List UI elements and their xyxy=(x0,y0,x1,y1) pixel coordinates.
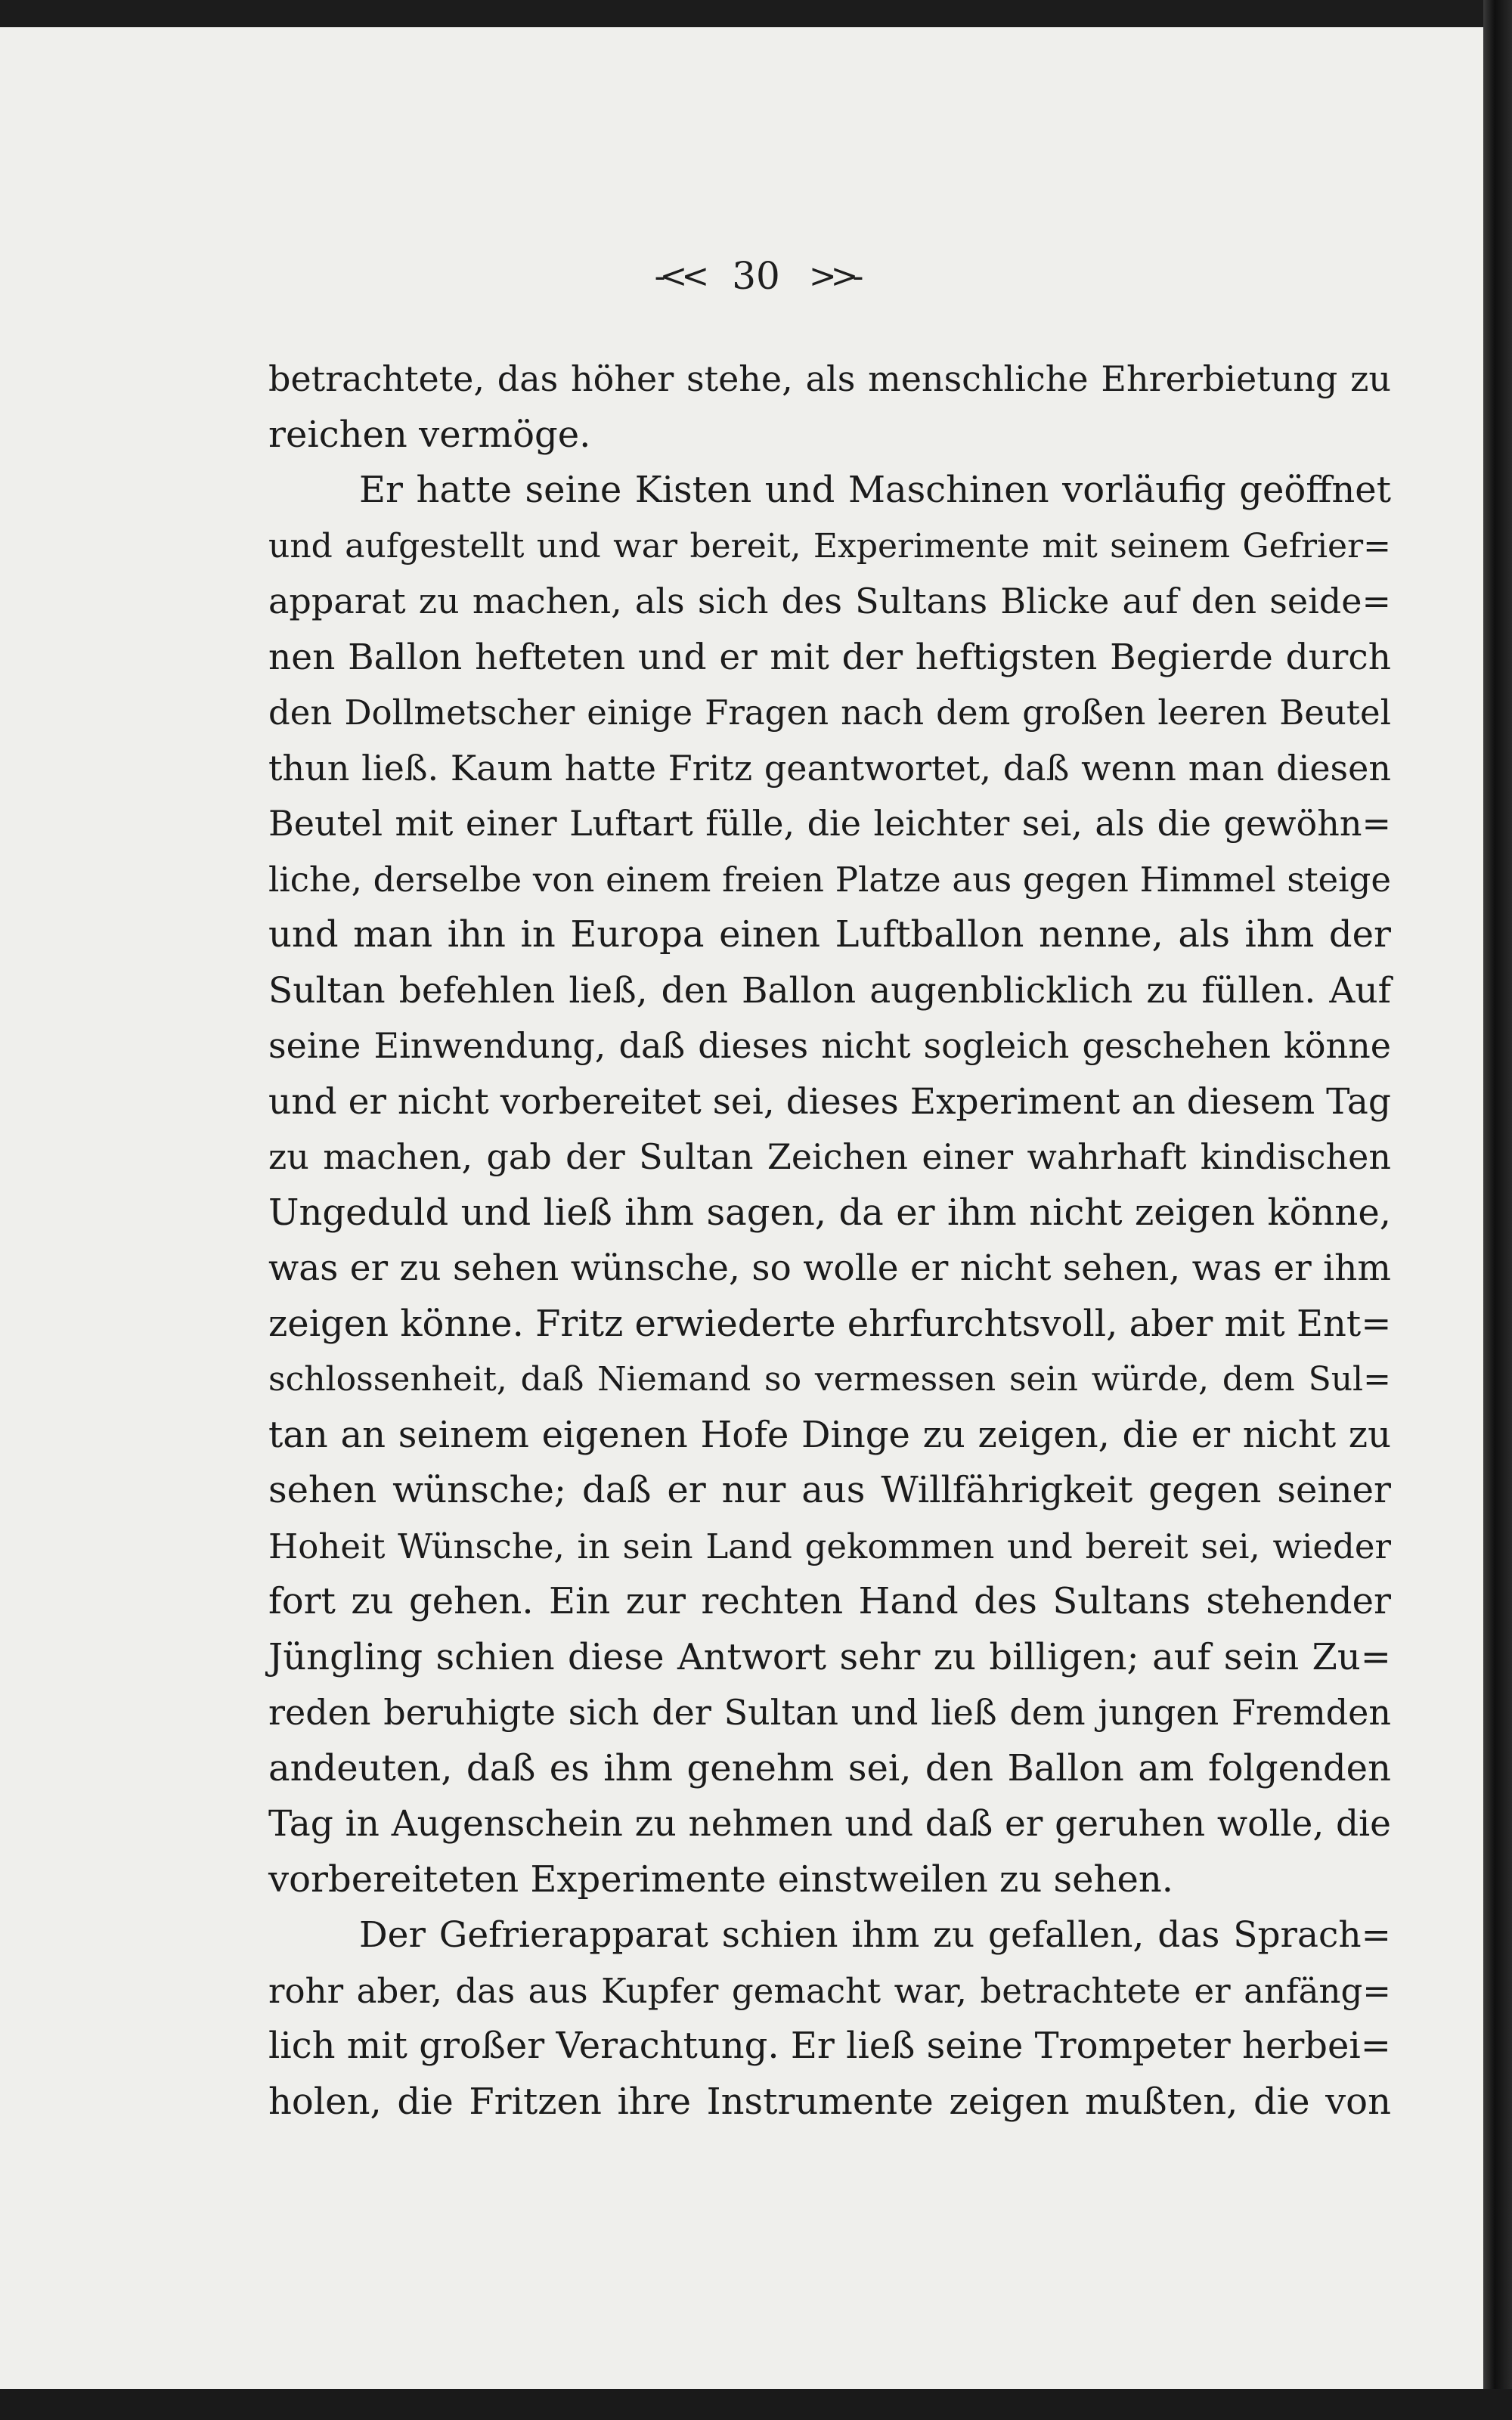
text-line: apparat zu machen, als sich des Sultans Blicke auf den seide= xyxy=(268,581,1391,621)
text-line: holen, die Fritzen ihre Instrumente zeigen mußten, die von xyxy=(268,2080,1391,2123)
text-line: und man ihn in Europa einen Luftballon nenne, als ihm der xyxy=(268,913,1391,956)
text-line: Tag in Augenschein zu nehmen und daß er geruhen wolle, die xyxy=(268,1803,1391,1845)
text-line: Beutel mit einer Luftart fülle, die leichter sei, als die gewöhn= xyxy=(268,803,1391,844)
text-line: schlossenheit, daß Niemand so vermessen sein würde, dem Sul= xyxy=(268,1360,1391,1399)
text-line: fort zu gehen. Ein zur rechten Hand des Sultans stehender xyxy=(268,1580,1391,1622)
text-line: zeigen könne. Fritz erwiederte ehrfurchtsvoll, aber mit Ent= xyxy=(268,1302,1392,1345)
book-spine-edge xyxy=(1483,0,1512,2420)
text-line: betrachtete, das höher stehe, als menschliche Ehrerbietung zu xyxy=(268,358,1391,399)
scan-bottom-edge xyxy=(0,2389,1512,2420)
page-number: 30 xyxy=(732,254,780,298)
text-line: den Dollmetscher einige Fragen nach dem großen leeren Beutel xyxy=(268,693,1391,733)
text-line: seine Einwendung, daß dieses nicht sogleich geschehen könne xyxy=(268,1025,1391,1066)
text-line: Er hatte seine Kisten und Maschinen vorläufig geöffnet xyxy=(359,469,1391,511)
text-line: Sultan befehlen ließ, den Ballon augenblicklich zu füllen. Auf xyxy=(268,969,1391,1012)
text-line: andeuten, daß es ihm genehm sei, den Ballon am folgenden xyxy=(268,1746,1391,1789)
text-line: sehen wünsche; daß er nur aus Willfährigkeit gegen seiner xyxy=(268,1469,1391,1511)
text-line: was er zu sehen wünsche, so wolle er nicht sehen, was er ihm xyxy=(268,1247,1391,1289)
text-line: reden beruhigte sich der Sultan und ließ dem jungen Fremden xyxy=(268,1692,1391,1733)
text-line: tan an seinem eigenen Hofe Dinge zu zeigen, die er nicht zu xyxy=(268,1413,1391,1456)
body-text xyxy=(268,352,1391,2130)
text-line: Ungeduld und ließ ihm sagen, da er ihm nicht zeigen könne, xyxy=(268,1191,1391,1234)
text-line: lich mit großer Verachtung. Er ließ seine Trompeter herbei= xyxy=(268,2025,1391,2067)
ornament-right: >>- xyxy=(808,256,858,296)
ornament-left: -<< xyxy=(654,256,704,296)
text-line: Jüngling schien diese Antwort sehr zu billigen; auf sein Zu= xyxy=(268,1635,1391,1678)
text-line: thun ließ. Kaum hatte Fritz geantwortet, daß wenn man diesen xyxy=(268,747,1391,789)
text-line: Hoheit Wünsche, in sein Land gekommen und bereit sei, wieder xyxy=(268,1526,1391,1566)
text-line: zu machen, gab der Sultan Zeichen einer wahrhaft kindischen xyxy=(268,1136,1391,1177)
text-line: Der Gefrierapparat schien ihm zu gefallen, das Sprach= xyxy=(359,1914,1391,1956)
text-line: und er nicht vorbereitet sei, dieses Experiment an diesem Tag xyxy=(268,1080,1391,1123)
text-line: rohr aber, das aus Kupfer gemacht war, betrachtete er anfäng= xyxy=(268,1970,1391,2011)
text-line: reichen vermöge. xyxy=(268,413,591,456)
text-line: und aufgestellt und war bereit, Experimente mit seinem Gefrier= xyxy=(268,526,1391,565)
text-line: liche, derselbe von einem freien Platze aus gegen Himmel steige xyxy=(268,859,1391,900)
page-header xyxy=(0,253,1512,299)
text-line: vorbereiteten Experimente einstweilen zu sehen. xyxy=(268,1858,1174,1901)
text-line: nen Ballon hefteten und er mit der heftigsten Begierde durch xyxy=(268,636,1391,678)
